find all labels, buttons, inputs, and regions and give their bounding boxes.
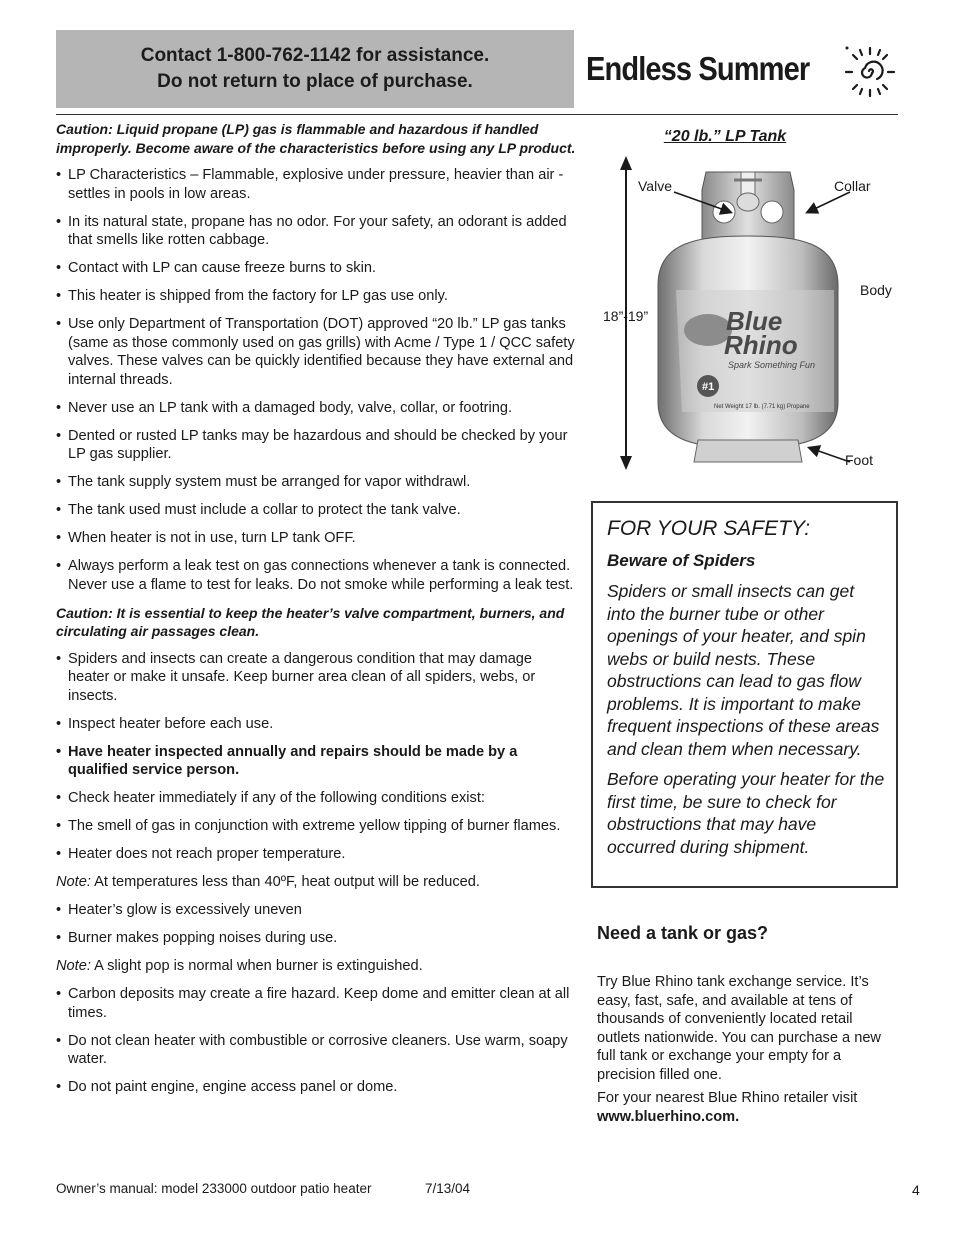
- brand-logo: [586, 50, 898, 98]
- caution-keep-clean: Caution: It is essential to keep the heater’s valve compartment, burners, and circulating air passages clean.: [56, 604, 565, 639]
- safety-paragraph-1: Spiders or small insects can get into the burner tube or other openings of your heater, and spin webs or build nests. These obstructions can lead to gas flow problems. It is important to make frequent inspections of these areas and clean them when necessary.: [607, 581, 880, 759]
- list-item: • Never use an LP tank with a damaged body, valve, collar, or footring.: [56, 399, 576, 418]
- list-item: • Use only Department of Transportation (DOT) approved “20 lb.” LP gas tanks (same as those commonly used on gas grills) with Acme / Type 1 / QCC safety valves. These valves can be quickly identified because they have external and internal threads.: [56, 315, 576, 389]
- tank-brand-line-1: Blue: [726, 306, 783, 336]
- tank-badge-text: #1: [702, 381, 715, 393]
- footer-date: 7/13/04: [425, 1181, 471, 1196]
- list-item: • Inspect heater before each use.: [56, 715, 576, 734]
- list-item: • Carbon deposits may create a fire hazard. Keep dome and emitter clean at all times.: [56, 985, 576, 1022]
- list-item: • Heater does not reach proper temperature.: [56, 845, 576, 864]
- tank-valve: [741, 172, 755, 196]
- caution-lp-gas: Caution: Liquid propane (LP) gas is flammable and hazardous if handled improperly. Become aware of the characteristics before using any LP product.: [56, 121, 576, 156]
- label-height: 18”-19”: [603, 308, 649, 324]
- safety-box: [591, 501, 898, 888]
- safety-subtitle: Beware of Spiders: [607, 551, 756, 570]
- note-text: At temperatures less than 40ºF, heat output will be reduced.: [90, 874, 480, 890]
- list-item: • Check heater immediately if any of the following conditions exist:: [56, 789, 576, 808]
- contact-line-1: Contact 1-800-762-1142 for assistance.: [140, 45, 490, 66]
- header-rule: [56, 114, 898, 115]
- condition-bullet-list: [56, 901, 576, 948]
- list-item: • This heater is shipped from the factory for LP gas use only.: [56, 287, 576, 306]
- note-label: Note:: [56, 958, 91, 974]
- note-text: A slight pop is normal when burner is extinguished.: [90, 958, 423, 974]
- sun-swirl-icon: [842, 44, 898, 100]
- label-collar: Collar: [834, 178, 871, 194]
- brand-name: Endless Summer: [586, 50, 810, 87]
- maintenance-bullet-list: [56, 650, 576, 864]
- bluerhino-link[interactable]: www.bluerhino.com.: [597, 1108, 740, 1125]
- list-item: • When heater is not in use, turn LP tank OFF.: [56, 529, 576, 548]
- list-item: • The smell of gas in conjunction with extreme yellow tipping of burner flames.: [56, 817, 576, 836]
- tank-weight-text: Net Weight 17 lb. (7.71 kg) Propane: [714, 404, 810, 410]
- tank-brand-line-2: Rhino: [724, 330, 798, 360]
- safety-title: FOR YOUR SAFETY:: [607, 517, 811, 540]
- list-item: • Heater’s glow is excessively uneven: [56, 901, 576, 920]
- note-label: Note:: [56, 874, 91, 890]
- cleaning-bullet-list: [56, 985, 576, 1097]
- list-item: • In its natural state, propane has no odor. For your safety, an odorant is added that smells like rotten cabbage.: [56, 213, 576, 250]
- tank-figure-title: “20 lb.” LP Tank: [663, 128, 787, 145]
- retailer-text: For your nearest Blue Rhino retailer visit: [597, 1090, 858, 1106]
- list-item: • Dented or rusted LP tanks may be hazardous and should be checked by your LP gas supplier.: [56, 427, 576, 464]
- contact-banner: [56, 30, 574, 108]
- list-item: • Spiders and insects can create a dangerous condition that may damage heater or make it unsafe. Keep burner area clean of all spiders, webs, or insects.: [56, 650, 576, 706]
- tank-tagline: Spark Something Fun: [728, 360, 816, 370]
- retailer-paragraph: [597, 1089, 899, 1126]
- list-item: • The tank supply system must be arranged for vapor withdrawl.: [56, 473, 576, 492]
- list-item: • Have heater inspected annually and repairs should be made by a qualified service person.: [56, 743, 576, 780]
- footer-manual-title: Owner’s manual: model 233000 outdoor patio heater: [56, 1181, 372, 1196]
- contact-line-2: Do not return to place of purchase.: [157, 71, 473, 92]
- lp-tank-figure: [598, 150, 898, 475]
- safety-paragraph-2: Before operating your heater for the first time, be sure to check for obstructions that may have occurred during shipment.: [607, 769, 885, 857]
- list-item: • LP Characteristics – Flammable, explosive under pressure, heavier than air - settles in pools in low areas.: [56, 166, 576, 203]
- tank-foot: [694, 440, 802, 462]
- lp-bullet-list: [56, 166, 576, 594]
- list-item: • Contact with LP can cause freeze burns to skin.: [56, 259, 576, 278]
- list-item: • Do not paint engine, engine access panel or dome.: [56, 1078, 576, 1097]
- need-tank-paragraph: Try Blue Rhino tank exchange service. It’s easy, fast, safe, and available at tens of thousands of conveniently located retail outlets nationwide. You can purchase a new full tank or exchange your empty for a precision filled one.: [597, 974, 881, 1083]
- label-foot: Foot: [845, 452, 874, 468]
- need-tank-heading: Need a tank or gas?: [597, 923, 769, 943]
- page-number: 4: [912, 1182, 920, 1198]
- left-column: [56, 120, 576, 1106]
- note-pop: [56, 957, 576, 976]
- note-temperature: [56, 873, 576, 892]
- list-item: • The tank used must include a collar to protect the tank valve.: [56, 501, 576, 520]
- label-valve: Valve: [638, 178, 672, 194]
- label-body: Body: [860, 282, 892, 298]
- list-item: • Always perform a leak test on gas connections whenever a tank is connected. Never use a flame to test for leaks. Do not smoke while performing a leak test.: [56, 557, 576, 594]
- list-item: • Burner makes popping noises during use.: [56, 929, 576, 948]
- list-item: • Do not clean heater with combustible or corrosive cleaners. Use warm, soapy water.: [56, 1032, 576, 1069]
